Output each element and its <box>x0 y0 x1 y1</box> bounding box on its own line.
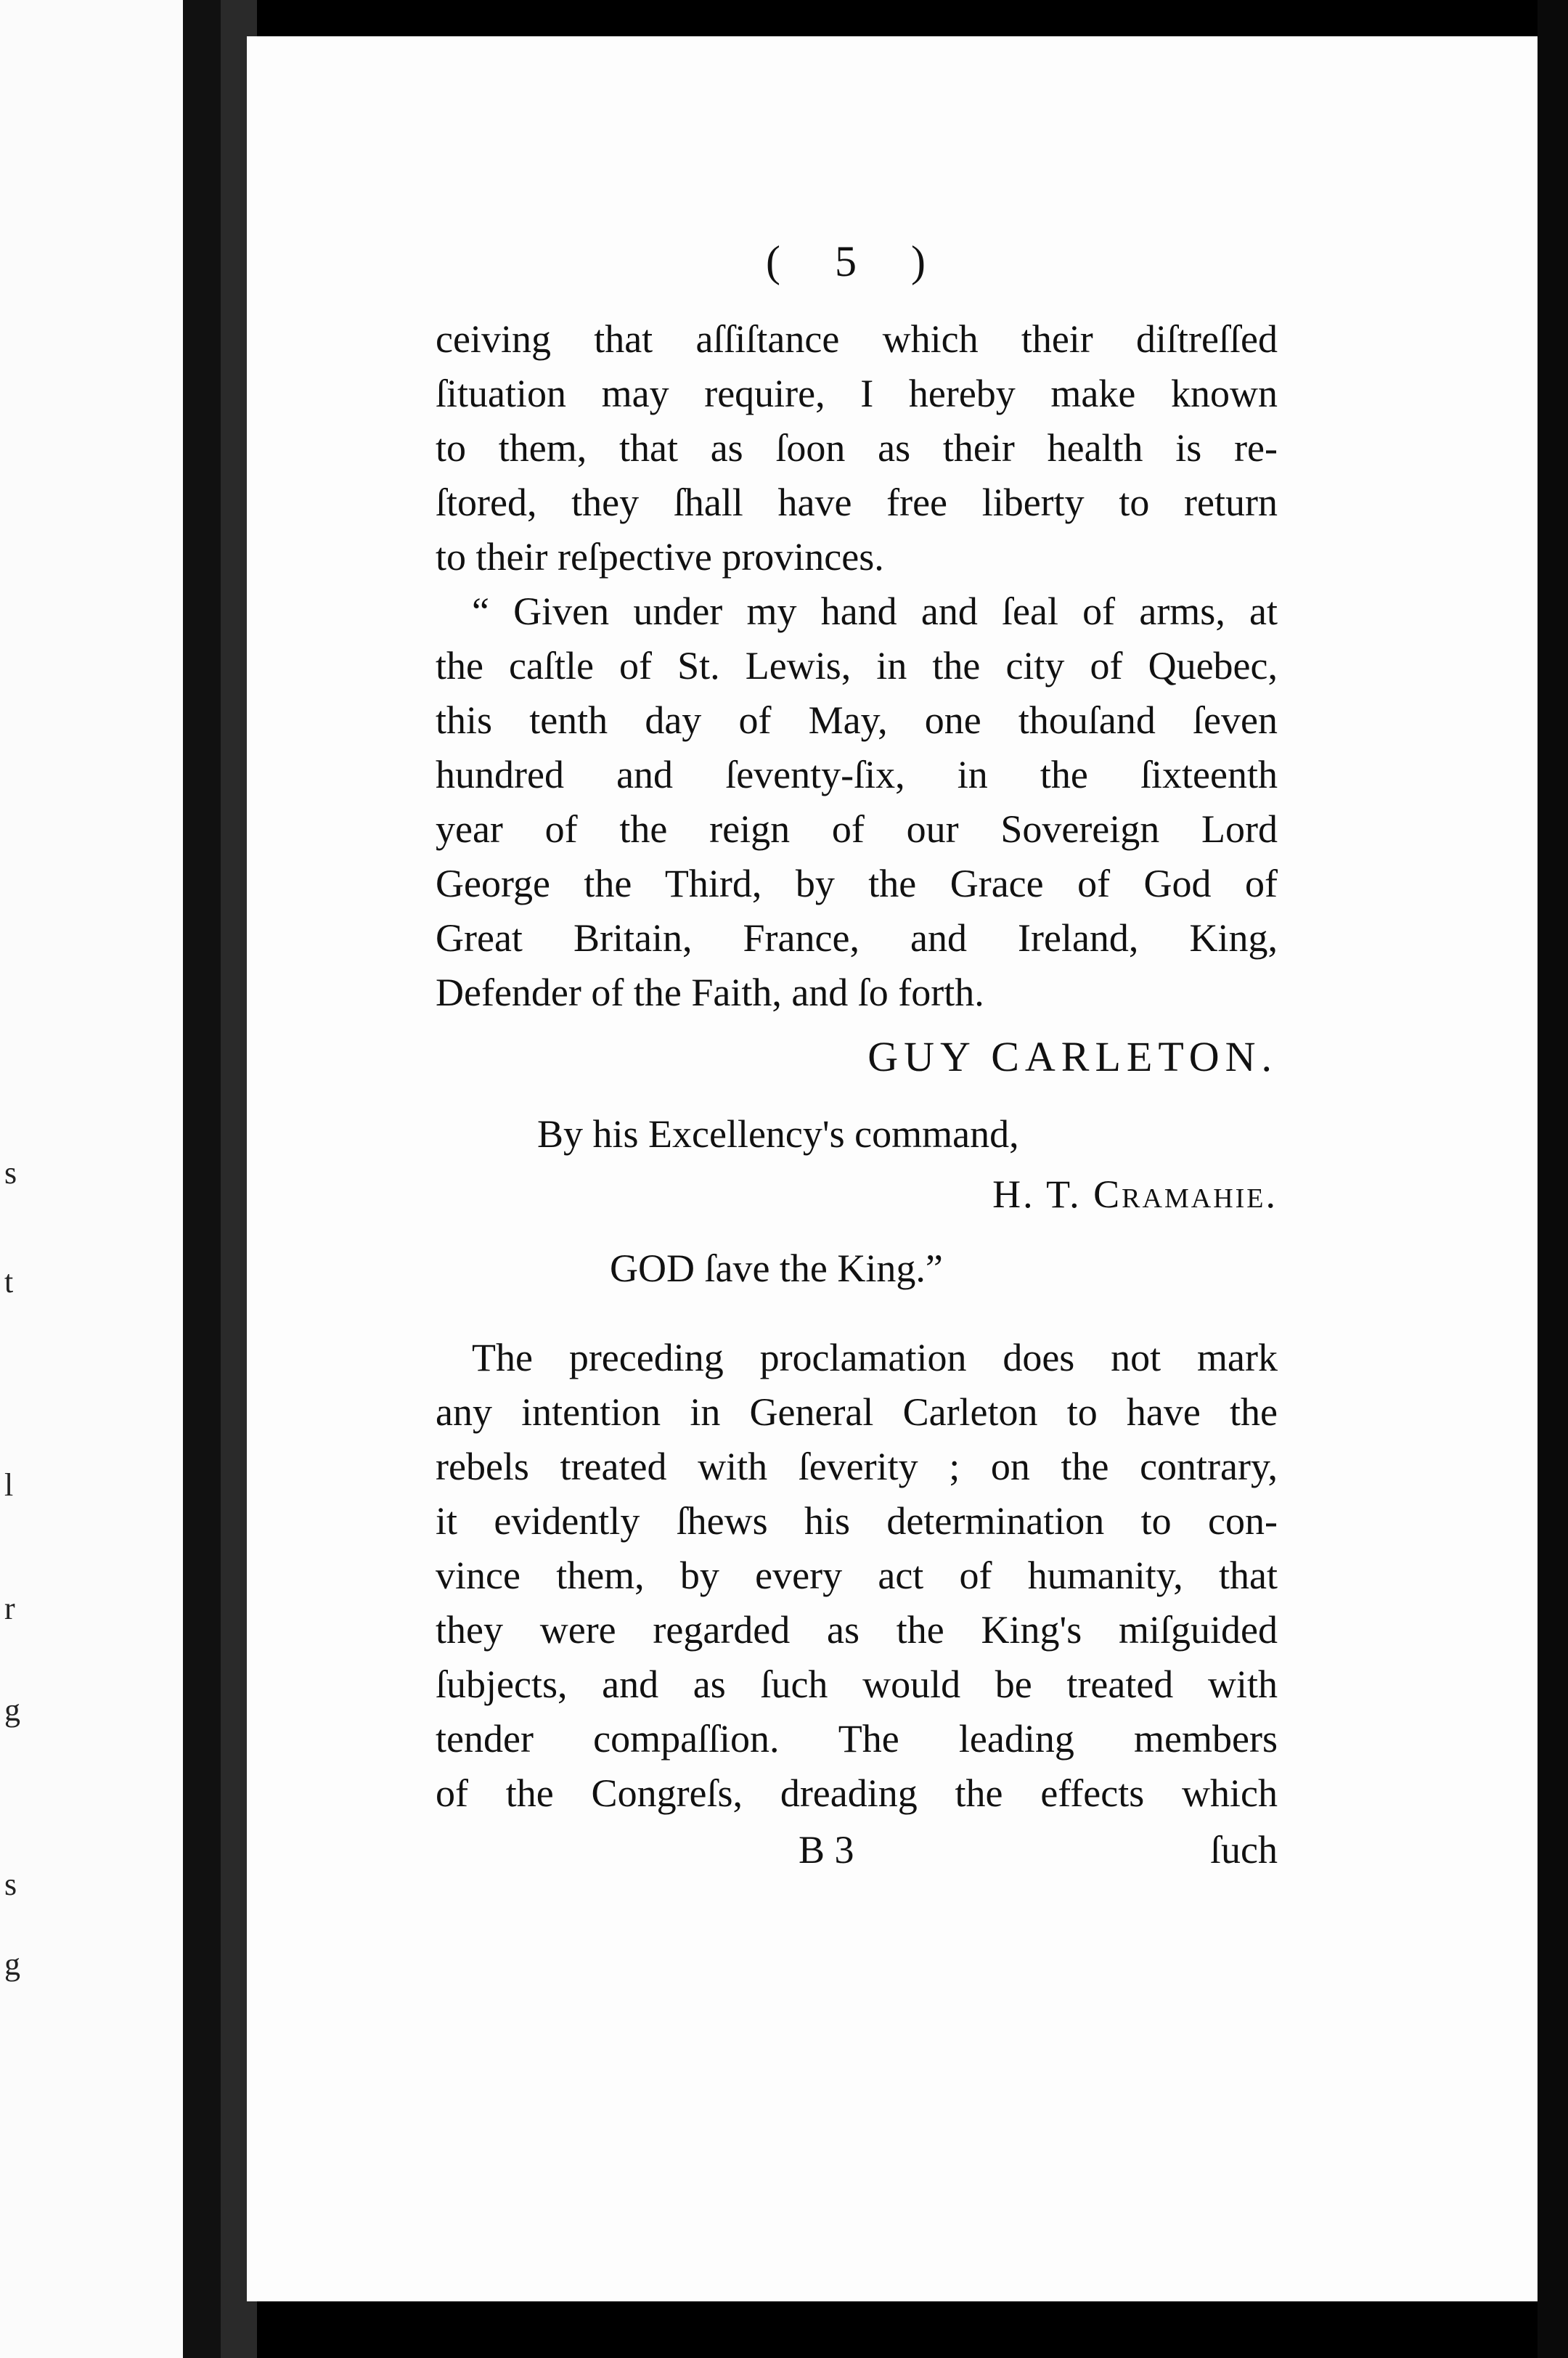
prev-fragment: t <box>4 1264 14 1300</box>
prev-fragment: s <box>4 1155 17 1191</box>
text-line: ſituation may require, I hereby make known <box>436 372 1278 415</box>
text-line: it evidently ſhews his determination to con- <box>436 1499 1278 1543</box>
text-line: ſubjects, and as ſuch would be treated with <box>436 1663 1278 1706</box>
prev-fragment: l <box>4 1467 14 1503</box>
signature-mark: B 3 <box>799 1828 854 1872</box>
page-footer <box>436 1821 1278 1879</box>
text-line: hundred and ſeventy-ſix, in the ſixteenth <box>436 753 1278 796</box>
text-line: year of the reign of our Sovereign Lord <box>436 807 1278 851</box>
text-line: the caſtle of St. Lewis, in the city of Quebec, <box>436 644 1278 688</box>
closing-line: GOD ſave the King.” <box>610 1247 943 1290</box>
paragraph-continuation <box>436 312 1278 584</box>
commentary-paragraph <box>436 1331 1278 1821</box>
command-line: By his Excellency's command, <box>537 1112 1019 1156</box>
page-right-edge <box>1538 0 1568 2358</box>
text-line: any intention in General Carleton to have the <box>436 1390 1278 1434</box>
text-line: Great Britain, France, and Ireland, King, <box>436 916 1278 960</box>
text-line: George the Third, by the Grace of God of <box>436 862 1278 905</box>
text-line: vince them, by every act of humanity, that <box>436 1554 1278 1597</box>
prev-fragment: g <box>4 1692 20 1728</box>
text-line: ceiving that aſſiſtance which their diſtreſſed <box>436 317 1278 361</box>
page-text <box>436 232 1278 1879</box>
prev-fragment: r <box>4 1591 15 1626</box>
proclamation-paragraph <box>436 584 1278 1020</box>
text-line: “ Given under my hand and ſeal of arms, at <box>472 590 1278 633</box>
text-line: of the Congreſs, dreading the effects which <box>436 1771 1278 1815</box>
text-line: ſtored, they ſhall have free liberty to return <box>436 481 1278 524</box>
page-number: ( 5 ) <box>766 237 947 285</box>
signature-carleton: GUY CARLETON. <box>867 1033 1278 1080</box>
prev-fragment: s <box>4 1867 17 1902</box>
text-line: to them, that as ſoon as their health is re- <box>436 426 1278 470</box>
text-line: The preceding proclamation does not mark <box>472 1336 1278 1379</box>
text-line: Defender of the Faith, and ſo forth. <box>436 971 984 1014</box>
text-line: this tenth day of May, one thouſand ſeven <box>436 698 1278 742</box>
text-line: they were regarded as the King's miſguided <box>436 1608 1278 1652</box>
text-line: tender compaſſion. The leading members <box>436 1717 1278 1761</box>
prev-fragment: g <box>4 1946 20 1982</box>
book-gutter <box>183 0 221 2358</box>
text-line: to their reſpective provinces. <box>436 535 884 579</box>
text-line: rebels treated with ſeverity ; on the contrary, <box>436 1445 1278 1488</box>
signature-cramahie: H. T. Cramahie. <box>992 1172 1278 1216</box>
catchword: ſuch <box>1210 1828 1278 1872</box>
